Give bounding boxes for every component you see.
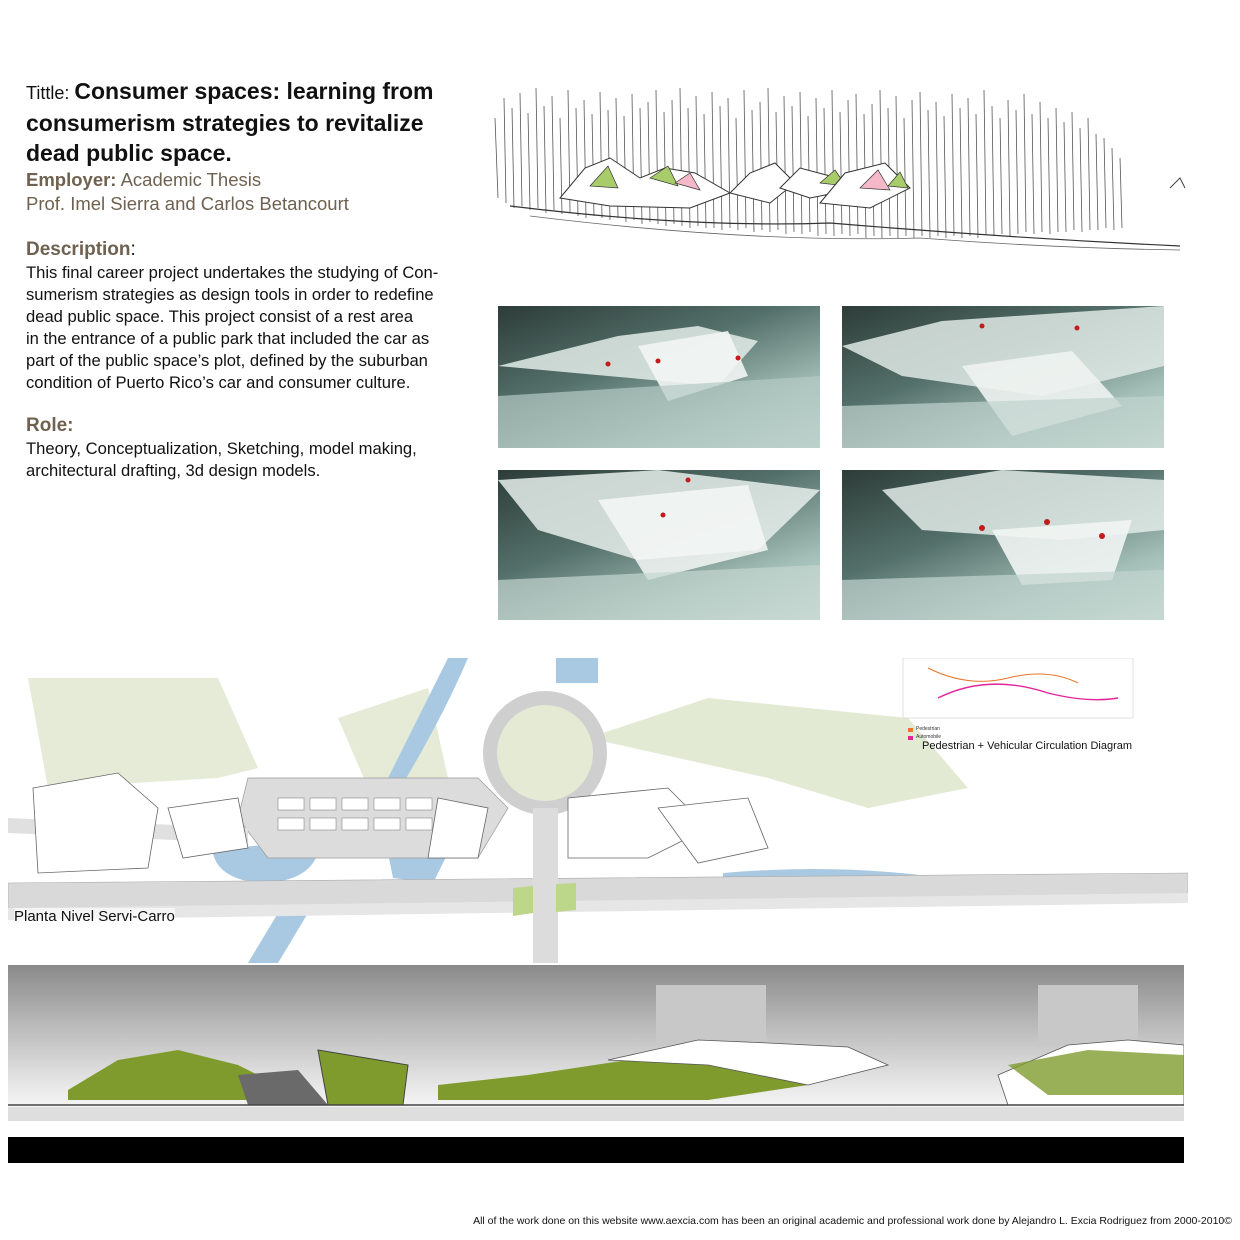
employer-label: Employer:	[26, 169, 117, 190]
water-pond	[556, 658, 598, 683]
description-line: part of the public space’s plot, defined by the suburban	[26, 351, 428, 370]
description-line: This final career project undertakes the studying of Con-	[26, 263, 439, 282]
model-photo-2	[842, 306, 1164, 448]
diagram-label: Pedestrian + Vehicular Circulation Diagram	[922, 740, 1133, 752]
legend-automobile: Automobile	[916, 734, 942, 740]
title-line-1: Consumer spaces: learning from	[74, 78, 434, 104]
description-body	[26, 262, 488, 394]
deck	[8, 1107, 1184, 1121]
plan-label: Planta Nivel Servi-Carro	[14, 908, 175, 925]
sketch-ground-line	[530, 216, 1180, 250]
role-body	[26, 438, 488, 482]
background-tower	[1038, 985, 1138, 1043]
avenue	[533, 808, 558, 963]
concept-sketch	[490, 78, 1190, 268]
employer	[26, 168, 488, 192]
role-line: architectural drafting, 3d design models.	[26, 461, 321, 480]
site-plan	[8, 658, 1188, 963]
site-section	[8, 965, 1184, 1163]
description-line: sumerism strategies as design tools in order to redefine	[26, 285, 434, 304]
description-line: in the entrance of a public park that included the car as	[26, 329, 430, 348]
role-line: Theory, Conceptualization, Sketching, model making,	[26, 439, 417, 458]
model-photo-1	[498, 306, 820, 448]
crosswalk-green	[513, 886, 533, 916]
model-photo-3	[498, 470, 820, 620]
green-zone	[28, 678, 258, 788]
sketch-ground-line	[510, 206, 1180, 246]
description-line: condition of Puerto Rico’s car and consumer culture.	[26, 373, 411, 392]
legend-pedestrian: Pedestrian	[916, 726, 940, 732]
description-heading: Description:	[26, 239, 136, 260]
description-line: dead public space. This project consist of a rest area	[26, 307, 414, 326]
title-line-2: consumerism strategies to revitalize	[26, 110, 424, 136]
ground	[8, 1137, 1184, 1163]
roundabout	[490, 698, 600, 808]
site-plan-drawing	[8, 658, 1188, 963]
green-roof	[318, 1050, 408, 1105]
employer-value: Academic Thesis	[116, 169, 262, 190]
title-line-3: dead public space.	[26, 140, 232, 166]
sketch-figure	[1170, 178, 1185, 188]
legend-swatch-pedestrian	[908, 728, 913, 732]
crosswalk-green	[556, 883, 576, 912]
section-drawing	[8, 965, 1184, 1163]
model-photo-4	[842, 470, 1164, 620]
water-channel	[248, 913, 308, 963]
legend-swatch-automobile	[908, 736, 913, 740]
circulation-diagram	[903, 658, 1133, 718]
sketch-hatching	[495, 88, 1122, 238]
professors: Prof. Imel Sierra and Carlos Betancourt	[26, 193, 349, 214]
project-info	[26, 76, 488, 482]
role-heading: Role:	[26, 415, 74, 436]
copyright-footer: All of the work done on this website www.aexcia.com has been an original academic and professional work done by Alejandro L. Excia Rodriguez from 2000-2010©	[473, 1215, 1232, 1227]
background-tower	[656, 985, 766, 1043]
roof-facet	[238, 1070, 328, 1105]
project-title	[26, 76, 488, 168]
title-prefix: Tittle:	[26, 83, 75, 103]
